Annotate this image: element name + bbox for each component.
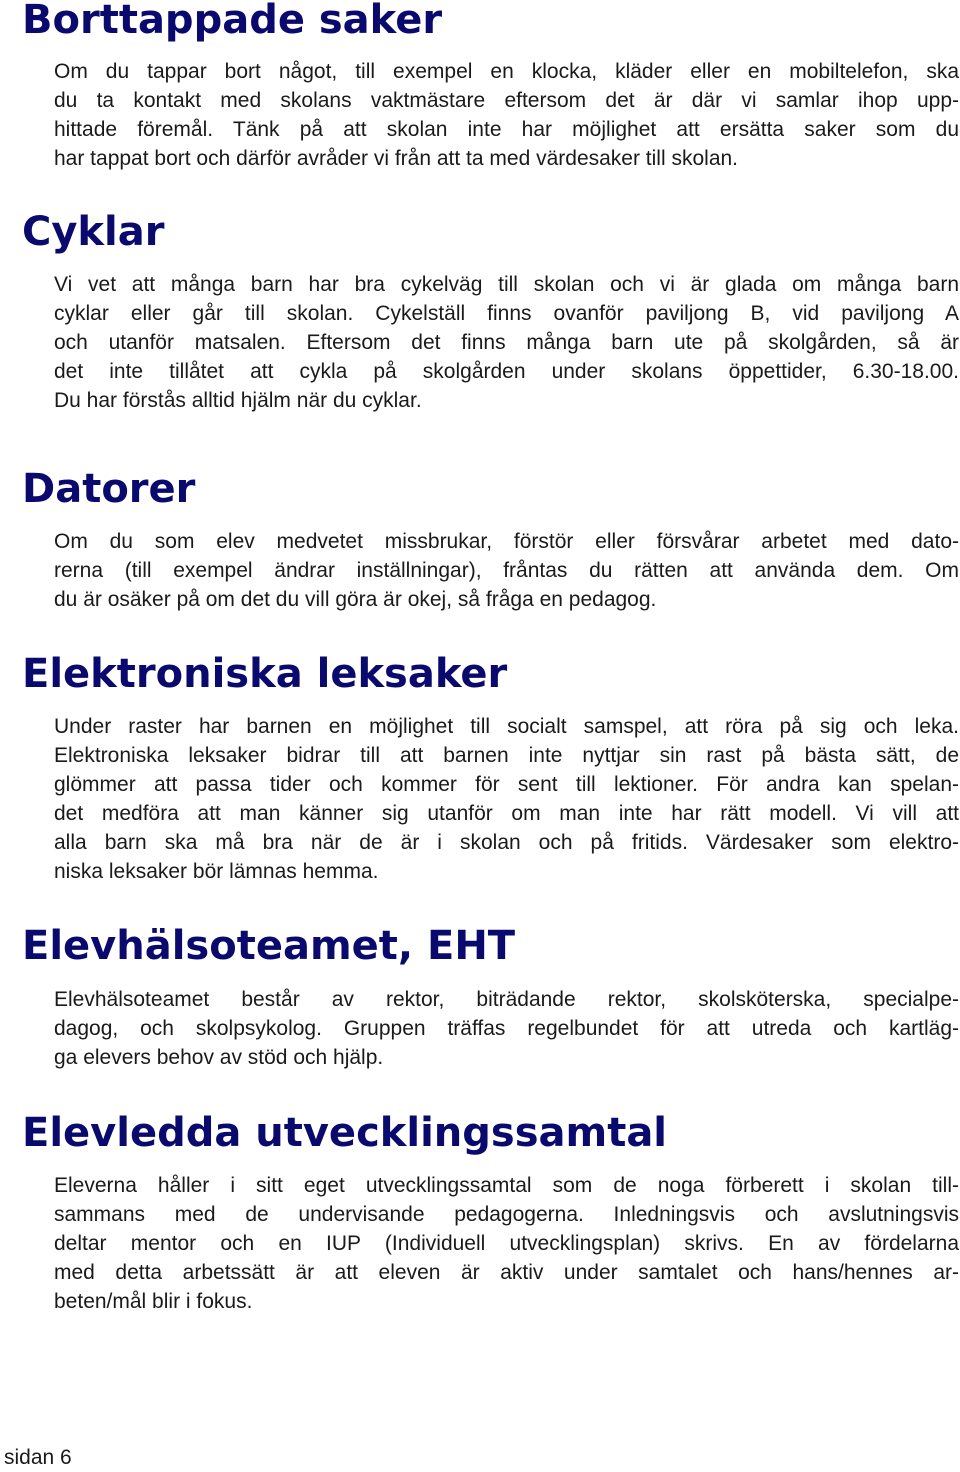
page-number: sidan 6 [4,1446,72,1469]
heading-elevledda-utvecklingssamtal: Elevledda utvecklingssamtal [22,1110,668,1156]
paragraph-datorer [54,527,959,614]
paragraph-borttappade-saker [54,57,959,173]
text-line: med detta arbetssätt är att eleven är aktiv under samtalet och hans/hennes ar- [54,1261,959,1284]
paragraph-elevhalsoteamet [54,985,959,1072]
text-line: du är osäker på om det du vill göra är okej, så fråga en pedagog. [54,588,657,611]
paragraph-cyklar [54,270,959,415]
text-line: rerna (till exempel ändrar inställningar), fråntas du rätten att använda dem. Om [54,559,959,582]
text-line: Om du som elev medvetet missbrukar, förstör eller försvårar arbetet med dato- [54,530,959,553]
text-line: Eleverna håller i sitt eget utvecklingssamtal som de noga förberett i skolan till- [54,1174,959,1197]
heading-elevhalsoteamet: Elevhälsoteamet, EHT [22,923,516,969]
text-line: beten/mål blir i fokus. [54,1290,253,1313]
text-line: Vi vet att många barn har bra cykelväg till skolan och vi är glada om många barn [54,273,959,296]
text-line: sammans med de undervisande pedagogerna. Inledningsvis och avslutningsvis [54,1203,959,1226]
text-line: alla barn ska må bra när de är i skolan och på fritids. Värdesaker som elektro- [54,831,959,854]
text-line: det medföra att man känner sig utanför om man inte har rätt modell. Vi vill att [54,802,959,825]
text-line: deltar mentor och en IUP (Individuell utvecklingsplan) skrivs. En av fördelarna [54,1232,959,1255]
text-line: Du har förstås alltid hjälm när du cyklar. [54,389,422,412]
text-line: dagog, och skolpsykolog. Gruppen träffas regelbundet för att utreda och kartläg- [54,1017,959,1040]
text-line: har tappat bort och därför avråder vi från att ta med värdesaker till skolan. [54,147,739,170]
heading-cyklar: Cyklar [22,209,165,255]
text-line: ga elevers behov av stöd och hjälp. [54,1046,384,1069]
paragraph-elevledda-utvecklingssamtal [54,1171,959,1316]
heading-borttappade-saker: Borttappade saker [22,0,443,43]
text-line: och utanför matsalen. Eftersom det finns många barn ute på skolgården, så är [54,331,959,354]
heading-elektroniska-leksaker: Elektroniska leksaker [22,651,508,697]
text-line: hittade föremål. Tänk på att skolan inte har möjlighet att ersätta saker som du [54,118,959,141]
text-line: du ta kontakt med skolans vaktmästare eftersom det är där vi samlar ihop upp- [54,89,959,112]
heading-datorer: Datorer [22,466,196,512]
text-line: Under raster har barnen en möjlighet till socialt samspel, att röra på sig och leka. [54,715,959,738]
text-line: Elevhälsoteamet består av rektor, biträdande rektor, skolsköterska, specialpe- [54,988,959,1011]
text-line: det inte tillåtet att cykla på skolgården under skolans öppettider, 6.30-18.00. [54,360,959,383]
paragraph-elektroniska-leksaker [54,712,959,886]
text-line: glömmer att passa tider och kommer för sent till lektioner. För andra kan spelan- [54,773,959,796]
text-line: Elektroniska leksaker bidrar till att barnen inte nyttjar sin rast på bästa sätt, de [54,744,959,767]
text-line: Om du tappar bort något, till exempel en klocka, kläder eller en mobiltelefon, ska [54,60,959,83]
text-line: niska leksaker bör lämnas hemma. [54,860,379,883]
text-line: cyklar eller går till skolan. Cykelställ finns ovanför paviljong B, vid paviljong A [54,302,959,325]
